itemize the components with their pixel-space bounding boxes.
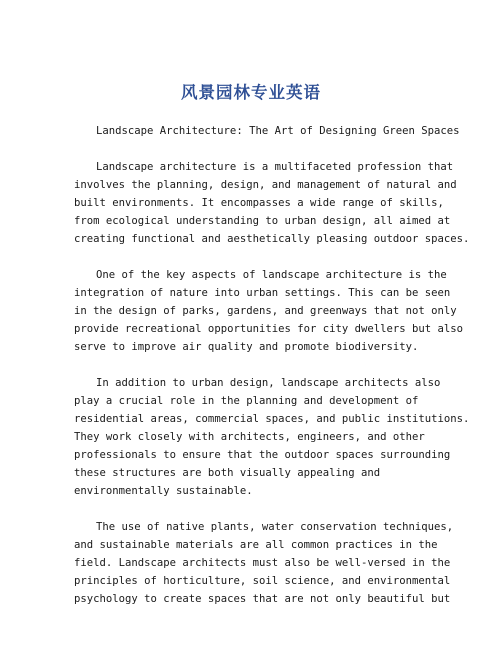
paragraph-line: provide recreational opportunities for city dwellers but also xyxy=(74,323,464,335)
paragraph-1 xyxy=(74,158,470,248)
paragraph-line: serve to improve air quality and promote biodiversity. xyxy=(74,341,419,353)
paragraph-line: They work closely with architects, engineers, and other xyxy=(74,431,425,443)
paragraph-line: Landscape architecture is a multifaceted profession that xyxy=(96,161,454,173)
paragraph-line: these structures are both visually appealing and xyxy=(74,467,381,479)
paragraph-line: environmentally sustainable. xyxy=(74,485,253,497)
paragraph-line: creating functional and aesthetically pleasing outdoor spaces. xyxy=(74,233,470,245)
document-title: 风景园林专业英语 xyxy=(181,83,321,102)
paragraph-line: in the design of parks, gardens, and greenways that not only xyxy=(74,305,457,317)
paragraph-line: built environments. It encompasses a wide range of skills, xyxy=(74,197,444,209)
paragraph-line: principles of horticulture, soil science, and environmental xyxy=(74,575,451,587)
paragraph-line: One of the key aspects of landscape architecture is the xyxy=(96,269,447,281)
paragraph-line: play a crucial role in the planning and development of xyxy=(74,395,419,407)
paragraph-2 xyxy=(74,266,464,356)
paragraph-line: professionals to ensure that the outdoor spaces surrounding xyxy=(74,449,451,461)
paragraph-line: integration of nature into urban settings. This can be seen xyxy=(74,287,451,299)
paragraph-line: In addition to urban design, landscape architects also xyxy=(96,377,441,389)
paragraph-3 xyxy=(74,374,470,500)
paragraph-line: residential areas, commercial spaces, and public institutions. xyxy=(74,413,470,425)
paragraph-line: field. Landscape architects must also be well-versed in the xyxy=(74,557,451,569)
paragraph-line: The use of native plants, water conservation techniques, xyxy=(96,521,454,533)
document-subtitle: Landscape Architecture: The Art of Designing Green Spaces xyxy=(96,125,460,137)
paragraph-line: and sustainable materials are all common practices in the xyxy=(74,539,438,551)
paragraph-line: psychology to create spaces that are not only beautiful but xyxy=(74,593,451,605)
document-body xyxy=(74,122,470,626)
paragraph-4 xyxy=(74,518,454,608)
paragraph-line: involves the planning, design, and management of natural and xyxy=(74,179,457,191)
paragraph-line: from ecological understanding to urban design, all aimed at xyxy=(74,215,451,227)
